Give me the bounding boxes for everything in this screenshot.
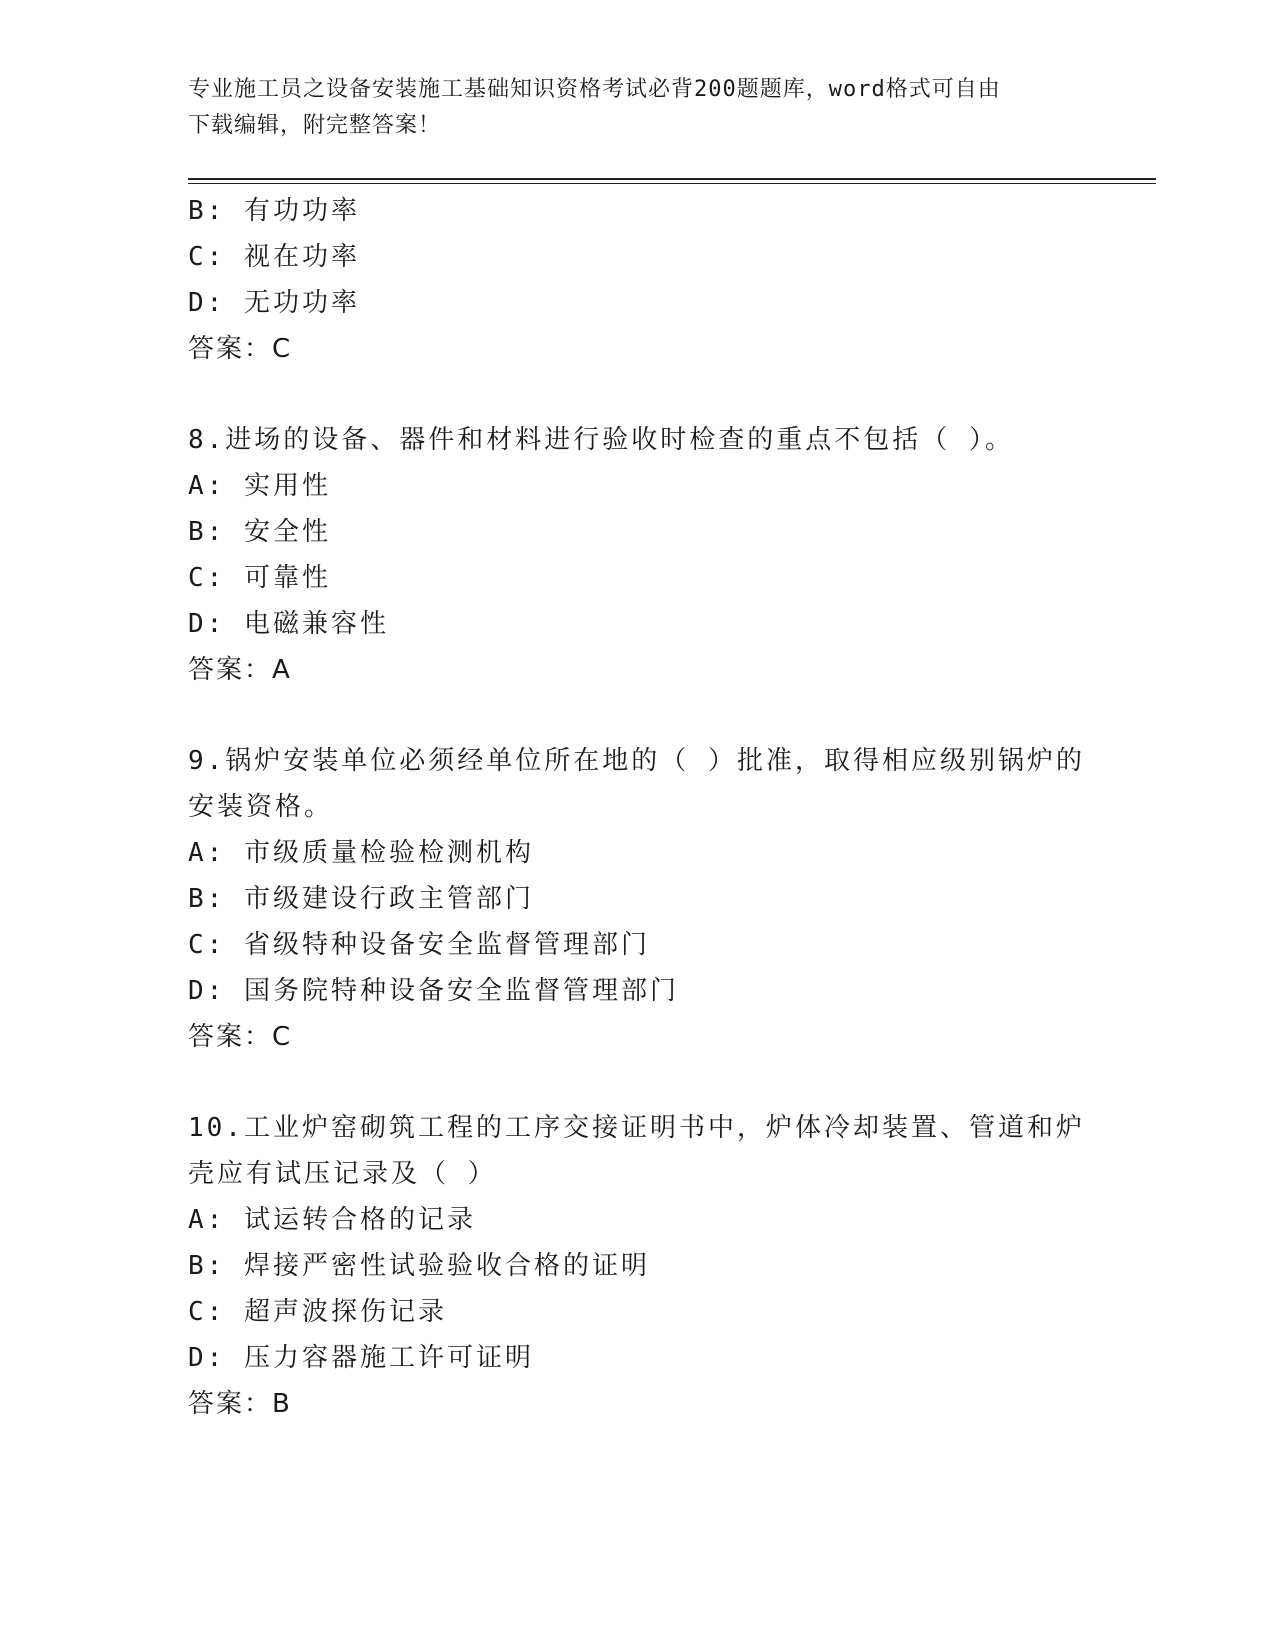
question-text-line-1: 9.锅炉安装单位必须经单位所在地的（ ）批准，取得相应级别锅炉的 [188,746,1085,776]
answer-line: 答案：A [188,655,292,685]
option-c: C: 可靠性 [188,563,331,593]
option-c: C: 省级特种设备安全监督管理部门 [188,930,650,960]
answer-line: 答案：B [188,1389,292,1419]
question-text-line-1: 10.工业炉窑砌筑工程的工序交接证明书中，炉体冷却装置、管道和炉 [188,1113,1085,1143]
option-b: B: 安全性 [188,517,331,547]
question-list [188,188,1088,1427]
option-a: A: 实用性 [188,471,331,501]
question-text-line-2: 壳应有试压记录及（ ） [188,1159,497,1189]
document-header [188,72,1088,144]
answer-line: 答案：C [188,334,293,364]
header-title-line-1: 专业施工员之设备安装施工基础知识资格考试必背200题题库，word格式可自由 [188,77,1001,102]
question-block-9 [188,738,1088,1060]
option-b: B: 有功功率 [188,196,360,226]
option-a: A: 市级质量检验检测机构 [188,838,534,868]
option-d: D: 国务院特种设备安全监督管理部门 [188,976,679,1006]
header-title-line-2: 下载编辑，附完整答案！ [188,113,442,138]
option-d: D: 电磁兼容性 [188,609,389,639]
option-d: D: 压力容器施工许可证明 [188,1343,534,1373]
question-block-7 [188,188,1088,372]
option-b: B: 市级建设行政主管部门 [188,884,534,914]
header-divider-thin [188,183,1156,184]
option-b: B: 焊接严密性试验验收合格的证明 [188,1251,650,1281]
option-a: A: 试运转合格的记录 [188,1205,476,1235]
answer-line: 答案：C [188,1022,293,1052]
option-c: C: 视在功率 [188,242,360,272]
question-text-line-2: 安装资格。 [188,792,334,822]
question-text: 8.进场的设备、器件和材料进行验收时检查的重点不包括（ ）。 [188,425,1014,455]
header-divider-thick [188,178,1156,180]
question-block-8 [188,417,1088,693]
question-block-10 [188,1105,1088,1427]
option-c: C: 超声波探伤记录 [188,1297,447,1327]
option-d: D: 无功功率 [188,288,360,318]
